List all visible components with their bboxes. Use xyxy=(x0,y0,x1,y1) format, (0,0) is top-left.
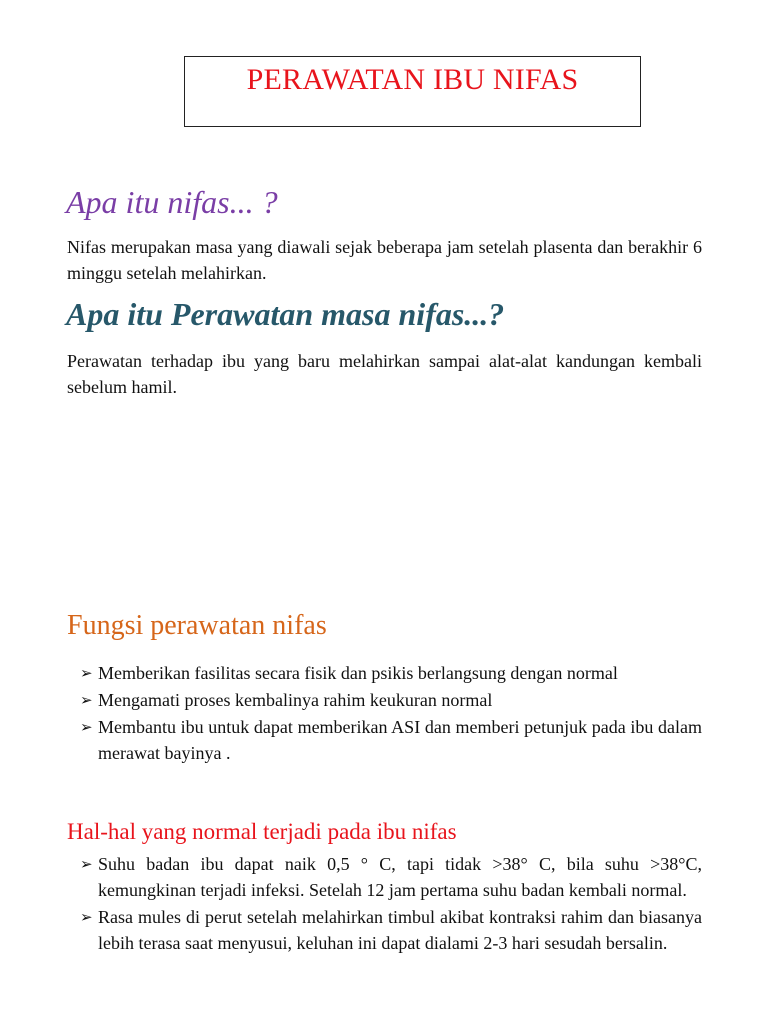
list-item xyxy=(80,904,702,956)
care-functions-list xyxy=(80,660,702,767)
section-heading-what-is-care: Apa itu Perawatan masa nifas...? xyxy=(66,296,505,332)
section-heading-care-functions: Fungsi perawatan nifas xyxy=(67,610,327,641)
arrowhead-bullet-icon: ➢ xyxy=(80,691,93,709)
arrowhead-bullet-icon: ➢ xyxy=(80,718,93,736)
list-item-text: Rasa mules di perut setelah melahirkan timbul akibat kontraksi rahim dan biasanya lebih terasa saat menyusui, keluhan ini dapat dialami 2-3 hari sesudah bersalin. xyxy=(98,907,702,953)
title-box xyxy=(184,56,641,127)
list-item-text: Membantu ibu untuk dapat memberikan ASI dan memberi petunjuk pada ibu dalam merawat bayinya . xyxy=(98,717,702,763)
section-heading-what-is-nifas: Apa itu nifas... ? xyxy=(66,184,278,220)
section-body-what-is-nifas: Nifas merupakan masa yang diawali sejak beberapa jam setelah plasenta dan berakhir 6 minggu setelah melahirkan. xyxy=(67,237,702,283)
arrowhead-bullet-icon: ➢ xyxy=(80,855,93,873)
list-item-text: Memberikan fasilitas secara fisik dan psikis berlangsung dengan normal xyxy=(98,663,618,683)
arrowhead-bullet-icon: ➢ xyxy=(80,908,93,926)
list-item xyxy=(80,714,702,766)
list-item-text: Mengamati proses kembalinya rahim keukuran normal xyxy=(98,690,493,710)
list-item-text: Suhu badan ibu dapat naik 0,5 ° C, tapi tidak >38° C, bila suhu >38°C, kemungkinan terjadi infeksi. Setelah 12 jam pertama suhu badan kembali normal. xyxy=(98,854,702,900)
list-item xyxy=(80,687,702,713)
section-body-what-is-care: Perawatan terhadap ibu yang baru melahirkan sampai alat-alat kandungan kembali sebelum hamil. xyxy=(67,351,702,397)
list-item xyxy=(80,851,702,903)
document-title: PERAWATAN IBU NIFAS xyxy=(246,63,579,96)
arrowhead-bullet-icon: ➢ xyxy=(80,664,93,682)
list-item xyxy=(80,660,702,686)
section-heading-normal-things: Hal-hal yang normal terjadi pada ibu nifas xyxy=(67,819,457,844)
normal-things-list xyxy=(80,851,702,957)
